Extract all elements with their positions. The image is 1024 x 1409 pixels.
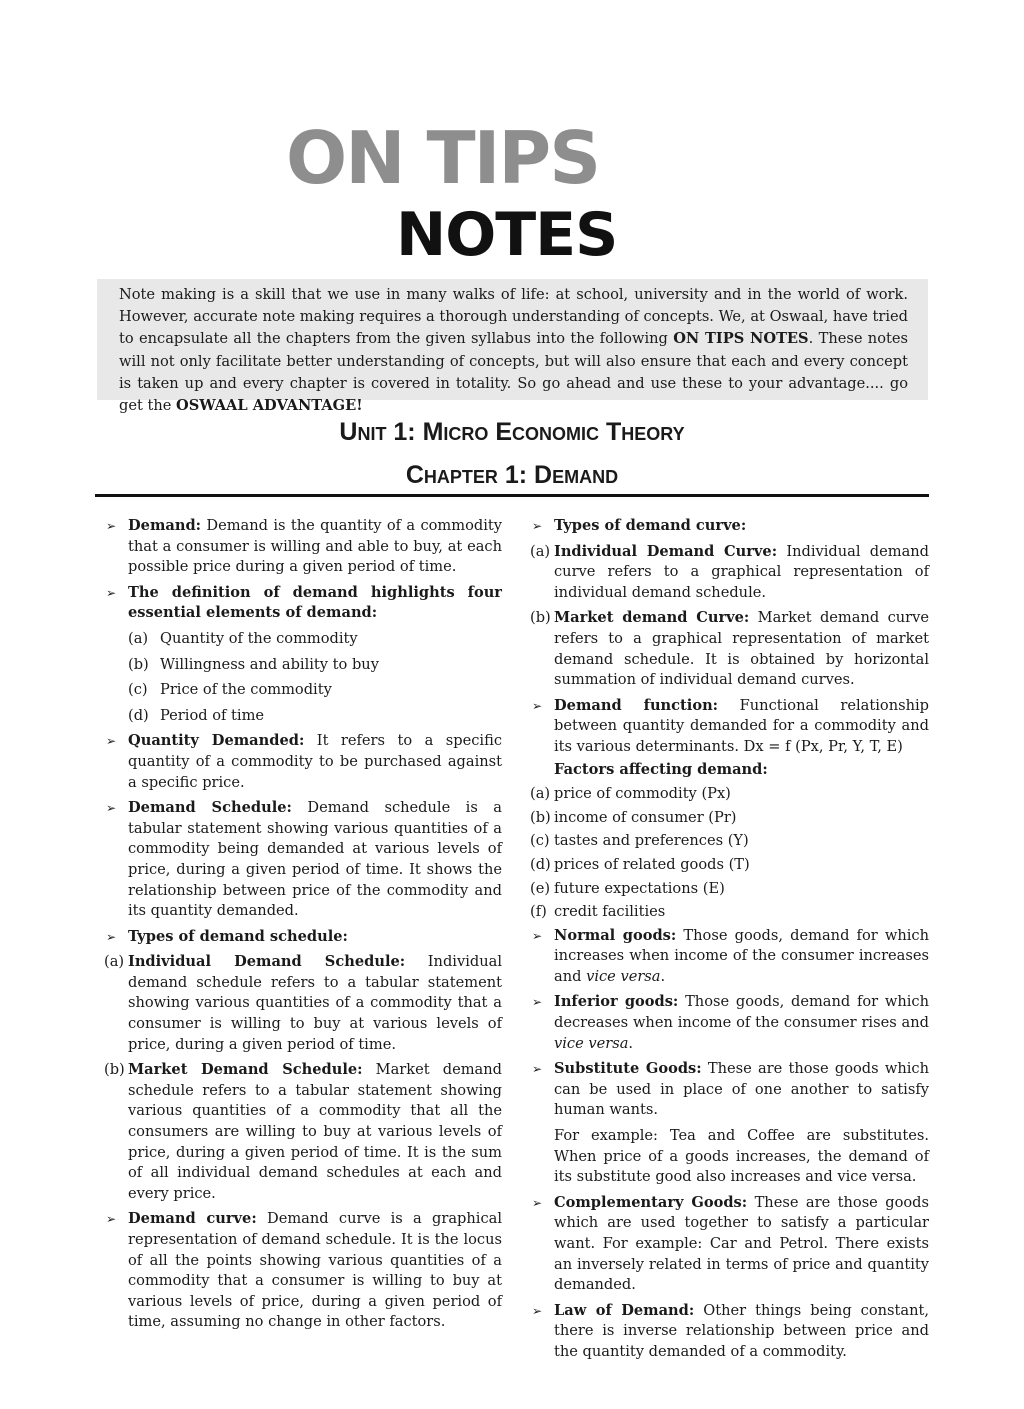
element-label: (b): [128, 655, 149, 673]
factors-heading: Factors affecting demand:: [554, 760, 768, 778]
definition: Functional relationship between quantity demanded for a commodity and its various determinants. Dx = f (Px, Pr, Y, T, E): [554, 696, 929, 755]
factor-item: [530, 855, 929, 876]
factor-item: [530, 902, 929, 923]
intro-paragraph: [119, 284, 908, 417]
item-substitute-goods: [530, 1059, 929, 1121]
definition: Individual demand curve refers to a graphical representation of individual demand schedule.: [554, 542, 930, 601]
factor-label: (b): [530, 808, 551, 826]
factor-text: income of consumer (Pr): [554, 808, 737, 826]
sub-label: (b): [530, 609, 551, 627]
term: Inferior goods:: [554, 993, 679, 1011]
factor-item: [530, 784, 929, 805]
sub-label: (a): [530, 542, 551, 560]
element-item: [104, 655, 502, 676]
unit-title: Unit 1: Micro Economic Theory: [339, 418, 685, 446]
element-label: (d): [128, 706, 149, 724]
factor-text: credit facilities: [554, 903, 666, 921]
definition: Those goods, demand for which increases when income of the consumer increases and: [554, 926, 929, 985]
term: Market demand Curve:: [554, 609, 750, 627]
item-demand-curve: [104, 1209, 502, 1333]
title-line-1: ON TIPS: [286, 116, 600, 200]
definition: Individual demand schedule refers to a tabular statement showing various quantities of a commodity that a consumer is willing to buy at various levels of price, during a given period of time.: [128, 953, 502, 1053]
period: .: [660, 967, 666, 985]
intro-text-2: . These notes will not only facilitate better understanding of concepts, but will also ensure that each and every concept is taken up and every chapter is covered in totality. So go ahead and use these to your advantage.... go get the: [119, 330, 908, 415]
factor-text: prices of related goods (T): [554, 855, 750, 873]
term: Demand function:: [554, 696, 719, 714]
italic-phrase: vice versa: [586, 967, 661, 985]
term: Law of Demand:: [554, 1301, 695, 1319]
item-normal-goods: [530, 926, 929, 988]
element-text: Willingness and ability to buy: [160, 655, 379, 673]
intro-bold-1: ON TIPS NOTES: [673, 330, 809, 348]
element-item: [104, 680, 502, 701]
element-label: (c): [128, 681, 148, 699]
factor-text: future expectations (E): [554, 879, 725, 897]
definition: These are those goods which are used together to satisfy a particular want. For example: Car and Petrol. There exists an inversely related in terms of price and quantity demanded.: [554, 1193, 929, 1294]
item-individual-curve: [530, 542, 929, 604]
term: Demand curve:: [128, 1210, 257, 1228]
left-column: [104, 516, 502, 1338]
sub-label: (a): [104, 953, 125, 971]
definition: Demand curve is a graphical representation of demand schedule. It is the locus of all the points showing various quantities of a commodity that a consumer is willing to buy at various levels of price, during a given period of time, assuming no change in other factors.: [128, 1210, 502, 1331]
item-types-curve-heading: ➢ Types of demand curve:: [530, 516, 929, 537]
factor-text: price of commodity (Px): [554, 785, 731, 803]
factor-label: (f): [530, 903, 547, 921]
element-item: [104, 706, 502, 727]
title-line-2: NOTES: [396, 200, 618, 270]
item-definition-heading: ➢ The definition of demand highlights four essential elements of demand:: [104, 583, 502, 624]
intro-text-1: Note making is a skill that we use in many walks of life: at school, university and in the world of work. However, accurate note making requires a thorough understanding of concepts. We, at Oswaal, have tried to encapsulate all the chapters from the given syllabus into the following: [119, 286, 908, 348]
term: Normal goods:: [554, 926, 677, 944]
definition: These are those goods which can be used in place of one another to satisfy human wants.: [554, 1060, 929, 1119]
term: Market Demand Schedule:: [128, 1061, 363, 1079]
item-demand-schedule: [104, 798, 502, 922]
term: Complementary Goods:: [554, 1193, 748, 1211]
factor-label: (d): [530, 855, 551, 873]
factor-label: (a): [530, 785, 551, 803]
substitute-example: For example: Tea and Coffee are substitutes. When price of a goods increases, the demand of its substitute good also increases and vice versa.: [554, 1127, 929, 1186]
item-market-curve: [530, 608, 929, 690]
sub-label: (b): [104, 1061, 125, 1079]
item-individual-schedule: [104, 952, 502, 1055]
intro-box: [97, 279, 928, 415]
term: Quantity Demanded:: [128, 732, 305, 750]
term: Demand:: [128, 517, 202, 534]
definition: Other things being constant, there is inverse relationship between price and the quantity demanded of a commodity.: [554, 1301, 929, 1360]
element-item: [104, 629, 502, 650]
item-demand-function: [530, 696, 929, 758]
definition: Market demand curve refers to a graphical representation of market demand schedule. It is obtained by horizontal summation of individual demand curves.: [554, 609, 929, 689]
definition: It refers to a specific quantity of a commodity to be purchased against a specific price.: [128, 732, 502, 791]
term: Substitute Goods:: [554, 1060, 702, 1078]
definition: Those goods, demand for which decreases when income of the consumer rises and: [554, 993, 929, 1032]
item-demand: [104, 516, 502, 578]
right-column: [530, 516, 929, 1368]
item-types-schedule-heading: ➢ Types of demand schedule:: [104, 927, 502, 948]
intro-bold-2: OSWAAL ADVANTAGE!: [176, 397, 363, 415]
item-inferior-goods: [530, 992, 929, 1054]
item-law-of-demand: [530, 1301, 929, 1363]
factor-item: [530, 808, 929, 829]
chapter-divider: [95, 494, 929, 497]
term: Individual Demand Curve:: [554, 542, 778, 560]
definition: Demand schedule is a tabular statement showing various quantities of a commodity being demanded at various levels of price, during a given period of time. It shows the relationship between price of the commodity and its quantity demanded.: [128, 799, 502, 920]
chapter-title: Chapter 1: Demand: [405, 461, 619, 489]
item-quantity-demanded: [104, 731, 502, 793]
element-label: (a): [128, 629, 149, 647]
italic-phrase: vice versa: [554, 1034, 629, 1052]
item-complementary-goods: [530, 1193, 929, 1296]
factor-item: [530, 879, 929, 900]
term: Demand Schedule:: [128, 799, 292, 817]
element-text: Price of the commodity: [160, 681, 332, 699]
factor-text: tastes and preferences (Y): [554, 832, 749, 850]
definition: Demand is the quantity of a commodity that a consumer is willing and able to buy, at each possible price during a given period of time.: [128, 517, 502, 576]
term: Individual Demand Schedule:: [128, 953, 406, 971]
factor-label: (e): [530, 879, 551, 897]
period: .: [628, 1034, 634, 1052]
factor-item: [530, 831, 929, 852]
factor-label: (c): [530, 832, 550, 850]
element-text: Period of time: [160, 706, 265, 724]
definition: Market demand schedule refers to a tabular statement showing various quantities of a commodity that all the consumers are willing to buy at various levels of price, during a given period of time. It is the sum of all individual demand schedules at each and every price.: [128, 1061, 502, 1202]
element-text: Quantity of the commodity: [160, 629, 358, 647]
item-market-schedule: [104, 1060, 502, 1204]
